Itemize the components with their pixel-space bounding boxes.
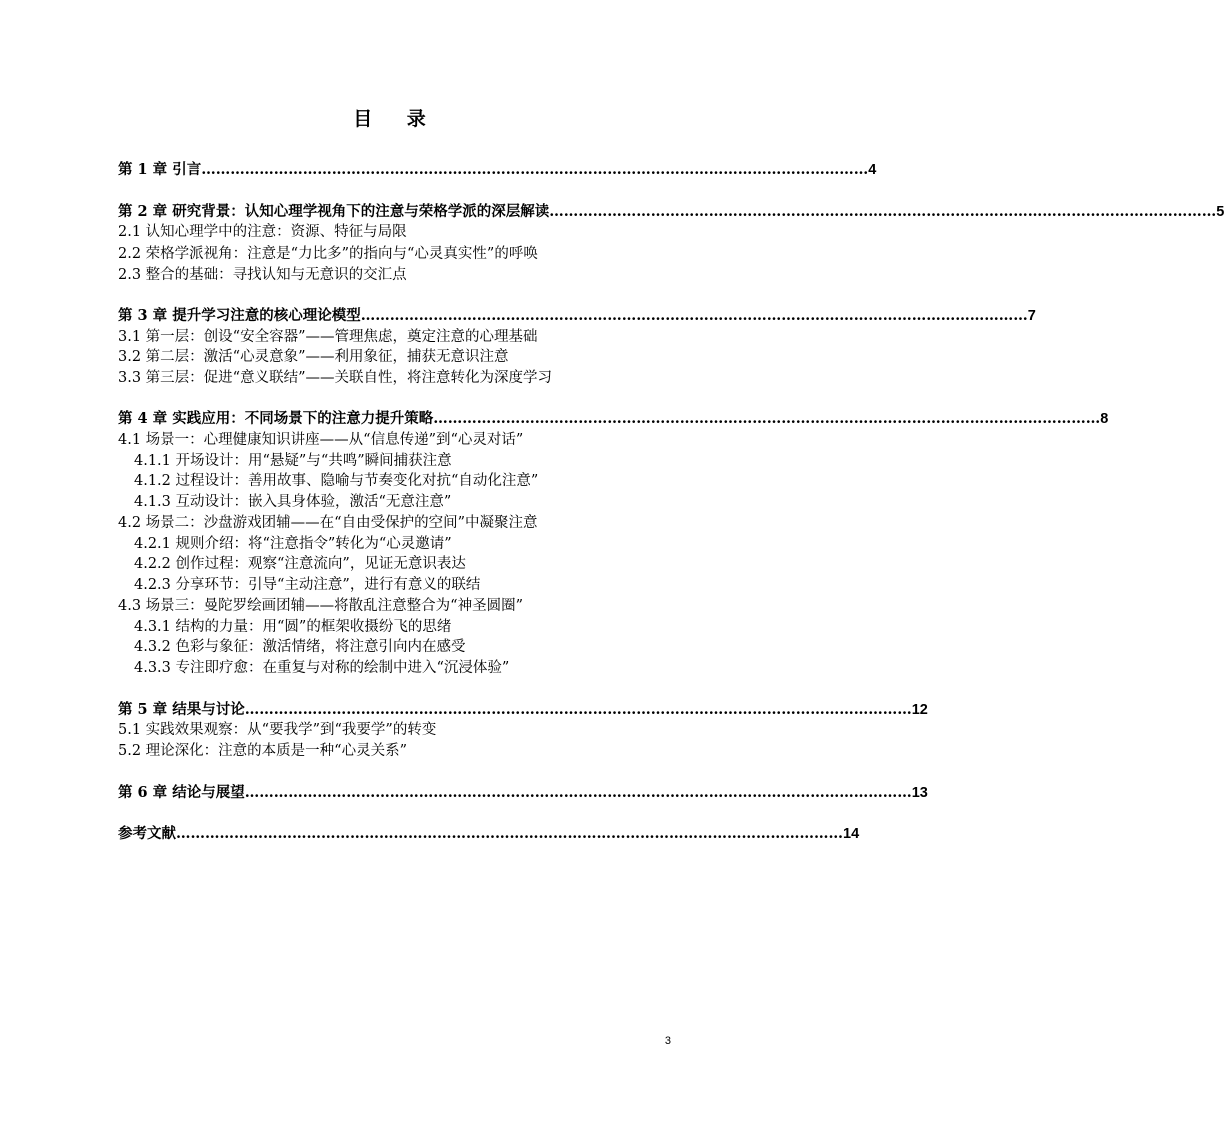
toc-entry-label: 4.1.1 开场设计：用“悬疑”与“共鸣”瞬间捕获注意: [134, 453, 452, 469]
toc-entry-label: 2.3 整合的基础：寻找认知与无意识的交汇点: [118, 267, 407, 283]
page-number: 3: [664, 1035, 671, 1047]
toc-entry-section-5-2[interactable]: [118, 741, 407, 761]
toc-entry-references[interactable]: [118, 824, 860, 844]
toc-entry-label: 参考文献: [118, 825, 176, 842]
toc-entry-chapter-4[interactable]: [118, 409, 1109, 429]
toc-entry-label: 第 1 章 引言: [118, 161, 202, 178]
toc-entry-label: 4.2.3 分享环节：引导“主动注意”，进行有意义的联结: [134, 577, 481, 593]
toc-entry-label: 3.3 第三层：促进“意义联结”——关联自性，将注意转化为深度学习: [118, 370, 552, 386]
toc-entry-chapter-5[interactable]: [118, 700, 928, 720]
toc-entry-chapter-2[interactable]: [118, 202, 1224, 222]
toc-leader: …………………………………………………………………………………………………………………………: [176, 825, 843, 842]
toc-entry-section-2-2[interactable]: [118, 244, 538, 264]
toc-entry-label: 3.1 第一层：创设“安全容器”——管理焦虑，奠定注意的心理基础: [118, 329, 538, 345]
toc-entry-label: 2.2 荣格学派视角：注意是“力比多”的指向与“心灵真实性”的呼唤: [118, 246, 538, 262]
toc-entry-chapter-6[interactable]: [118, 783, 928, 803]
toc-leader: …………………………………………………………………………………………………………………………: [244, 701, 912, 718]
toc-entry-label: 第 4 章 实践应用：不同场景下的注意力提升策略: [118, 410, 434, 427]
toc-entry-section-4-3-3[interactable]: [134, 658, 509, 678]
toc-entry-section-2-1[interactable]: [118, 222, 407, 242]
toc-leader: …………………………………………………………………………………………………………………………: [244, 784, 912, 801]
toc-entry-label: 4.3.2 色彩与象征：激活情绪，将注意引向内在感受: [134, 639, 466, 655]
toc-entry-label: 第 6 章 结论与展望: [118, 784, 245, 801]
toc-entry-section-4-3-1[interactable]: [134, 617, 451, 637]
toc-entry-page: 5: [1216, 204, 1224, 220]
toc-entry-label: 2.1 认知心理学中的注意：资源、特征与局限: [118, 224, 407, 240]
toc-entry-section-4-1-1[interactable]: [134, 451, 452, 471]
toc-entry-label: 4.2.2 创作过程：观察“注意流向”，见证无意识表达: [134, 556, 466, 572]
toc-leader: …………………………………………………………………………………………………………………………: [360, 307, 1028, 324]
toc-entry-section-4-3[interactable]: [118, 596, 523, 616]
toc-entry-label: 4.3.1 结构的力量：用“圆”的框架收摄纷飞的思绪: [134, 619, 452, 635]
toc-entry-page: 8: [1100, 411, 1109, 427]
toc-entry-label: 4.1.2 过程设计：善用故事、隐喻与节奏变化对抗“自动化注意”: [134, 473, 539, 489]
toc-entry-label: 5.1 实践效果观察：从“要我学”到“我要学”的转变: [118, 722, 437, 738]
toc-entry-page: 12: [911, 702, 928, 718]
toc-entry-page: 7: [1027, 308, 1036, 324]
toc-entry-label: 3.2 第二层：激活“心灵意象”——利用象征，捕获无意识注意: [118, 349, 509, 365]
toc-entry-page: 4: [868, 162, 877, 178]
toc-entry-label: 第 5 章 结果与讨论: [118, 701, 245, 718]
toc-entry-label: 第 2 章 研究背景：认知心理学视角下的注意与荣格学派的深层解读: [118, 203, 550, 220]
toc-entry-section-4-2-1[interactable]: [134, 534, 452, 554]
toc-entry-section-4-1-3[interactable]: [134, 492, 451, 512]
toc-entry-section-5-1[interactable]: [118, 720, 436, 740]
toc-entry-section-4-2-3[interactable]: [134, 575, 480, 595]
toc-entry-page: 13: [911, 785, 928, 801]
toc-leader: …………………………………………………………………………………………………………………………: [201, 161, 869, 178]
toc-entry-section-3-3[interactable]: [118, 368, 552, 388]
toc-entry-section-3-2[interactable]: [118, 347, 509, 367]
toc-entry-section-2-3[interactable]: [118, 265, 407, 285]
toc-entry-section-4-2[interactable]: [118, 513, 538, 533]
toc-entry-label: 5.2 理论深化：注意的本质是一种“心灵关系”: [118, 743, 407, 759]
toc-entry-section-4-2-2[interactable]: [134, 554, 466, 574]
toc-entry-page: 14: [843, 826, 860, 842]
toc-entry-label: 4.1 场景一：心理健康知识讲座——从“信息传递”到“心灵对话”: [118, 432, 524, 448]
toc-entry-section-3-1[interactable]: [118, 327, 538, 347]
toc-entry-chapter-3[interactable]: [118, 306, 1036, 326]
toc-entry-chapter-1[interactable]: [118, 160, 877, 180]
toc-entry-label: 第 3 章 提升学习注意的核心理论模型: [118, 307, 361, 324]
toc-entry-label: 4.3 场景三：曼陀罗绘画团辅——将散乱注意整合为“神圣圆圈”: [118, 598, 523, 614]
toc-title: 目 录: [353, 108, 440, 130]
toc-entry-section-4-1[interactable]: [118, 430, 523, 450]
toc-entry-label: 4.2 场景二：沙盘游戏团辅——在“自由受保护的空间”中凝聚注意: [118, 515, 538, 531]
toc-leader: …………………………………………………………………………………………………………………………: [433, 410, 1101, 427]
toc-leader: …………………………………………………………………………………………………………………………: [549, 203, 1217, 220]
toc-entry-label: 4.2.1 规则介绍：将“注意指令”转化为“心灵邀请”: [134, 536, 452, 552]
toc-entry-label: 4.1.3 互动设计：嵌入具身体验，激活“无意注意”: [134, 494, 452, 510]
toc-entry-label: 4.3.3 专注即疗愈：在重复与对称的绘制中进入“沉浸体验”: [134, 660, 510, 676]
toc-entry-section-4-1-2[interactable]: [134, 471, 538, 491]
toc-entry-section-4-3-2[interactable]: [134, 637, 466, 657]
